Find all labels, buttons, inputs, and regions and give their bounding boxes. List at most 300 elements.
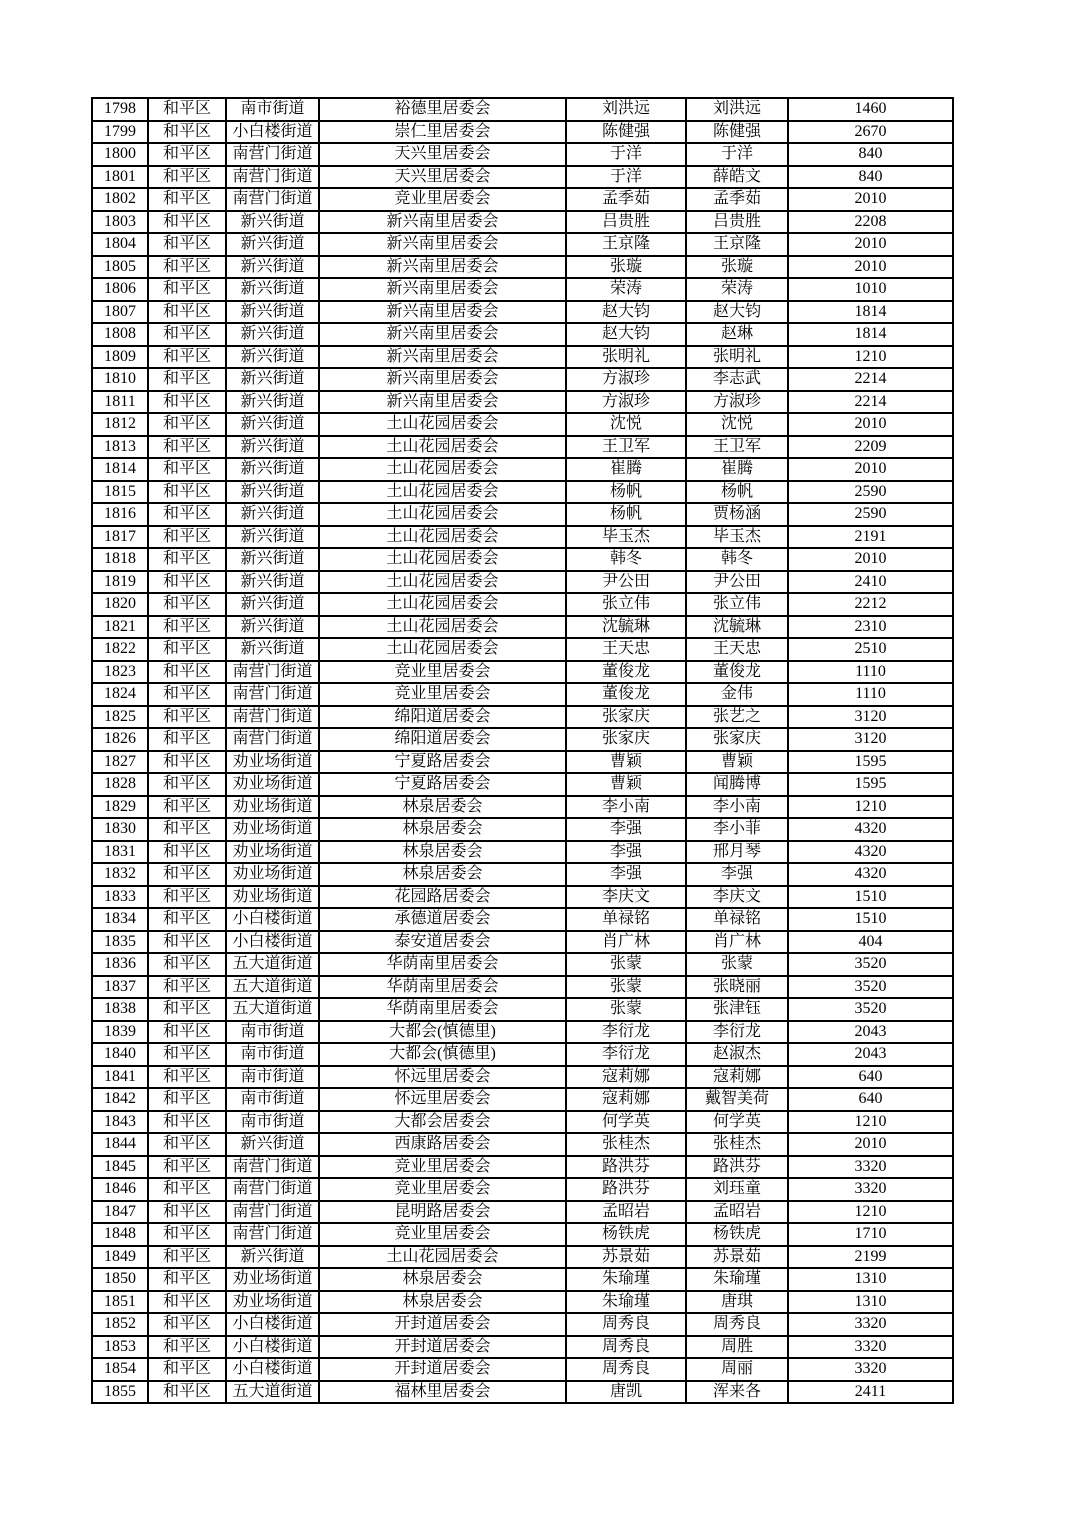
cell-district: 和平区 — [148, 773, 226, 796]
cell-amount: 2199 — [788, 1246, 953, 1269]
table-row — [92, 548, 953, 571]
cell-committee: 天兴里居委会 — [319, 166, 566, 189]
cell-amount: 3120 — [788, 728, 953, 751]
cell-street: 五大道街道 — [226, 953, 319, 976]
cell-committee: 新兴南里居委会 — [319, 323, 566, 346]
cell-name-b: 张蒙 — [686, 953, 788, 976]
cell-district: 和平区 — [148, 233, 226, 256]
cell-street: 劝业场街道 — [226, 773, 319, 796]
table-row — [92, 908, 953, 931]
cell-committee: 竞业里居委会 — [319, 1223, 566, 1246]
cell-street: 新兴街道 — [226, 503, 319, 526]
cell-committee: 土山花园居委会 — [319, 638, 566, 661]
cell-name-b: 张璇 — [686, 256, 788, 279]
cell-amount: 2670 — [788, 121, 953, 144]
cell-serial: 1813 — [92, 436, 148, 459]
table-row — [92, 931, 953, 954]
cell-amount: 1210 — [788, 1201, 953, 1224]
cell-name-a: 刘洪远 — [566, 98, 686, 121]
cell-name-a: 孟昭岩 — [566, 1201, 686, 1224]
cell-district: 和平区 — [148, 1156, 226, 1179]
cell-name-b: 董俊龙 — [686, 661, 788, 684]
table-row — [92, 818, 953, 841]
cell-committee: 宁夏路居委会 — [319, 773, 566, 796]
table-row — [92, 211, 953, 234]
cell-committee: 华荫南里居委会 — [319, 976, 566, 999]
cell-name-a: 杨铁虎 — [566, 1223, 686, 1246]
cell-district: 和平区 — [148, 976, 226, 999]
cell-amount: 1814 — [788, 323, 953, 346]
cell-name-b: 浑来各 — [686, 1381, 788, 1404]
cell-name-b: 孟季茹 — [686, 188, 788, 211]
cell-district: 和平区 — [148, 526, 226, 549]
cell-serial: 1803 — [92, 211, 148, 234]
table-row — [92, 1088, 953, 1111]
cell-street: 新兴街道 — [226, 593, 319, 616]
cell-district: 和平区 — [148, 998, 226, 1021]
table-body — [92, 98, 953, 1403]
cell-district: 和平区 — [148, 683, 226, 706]
cell-committee: 崇仁里居委会 — [319, 121, 566, 144]
cell-serial: 1853 — [92, 1336, 148, 1359]
cell-serial: 1852 — [92, 1313, 148, 1336]
cell-district: 和平区 — [148, 143, 226, 166]
cell-serial: 1809 — [92, 346, 148, 369]
cell-district: 和平区 — [148, 751, 226, 774]
cell-committee: 土山花园居委会 — [319, 616, 566, 639]
table-row — [92, 233, 953, 256]
cell-name-a: 张明礼 — [566, 346, 686, 369]
cell-name-b: 朱瑜瑾 — [686, 1268, 788, 1291]
cell-name-a: 周秀良 — [566, 1336, 686, 1359]
cell-street: 南市街道 — [226, 1066, 319, 1089]
cell-street: 新兴街道 — [226, 278, 319, 301]
cell-name-b: 杨帆 — [686, 481, 788, 504]
cell-name-b: 陈健强 — [686, 121, 788, 144]
cell-district: 和平区 — [148, 661, 226, 684]
cell-street: 南营门街道 — [226, 706, 319, 729]
cell-name-a: 肖广林 — [566, 931, 686, 954]
cell-street: 南营门街道 — [226, 661, 319, 684]
cell-committee: 华荫南里居委会 — [319, 998, 566, 1021]
cell-committee: 土山花园居委会 — [319, 548, 566, 571]
cell-name-a: 张家庆 — [566, 728, 686, 751]
cell-serial: 1807 — [92, 301, 148, 324]
cell-district: 和平区 — [148, 166, 226, 189]
cell-serial: 1825 — [92, 706, 148, 729]
cell-district: 和平区 — [148, 796, 226, 819]
cell-amount: 1814 — [788, 301, 953, 324]
cell-name-b: 张艺之 — [686, 706, 788, 729]
cell-name-b: 赵琳 — [686, 323, 788, 346]
cell-committee: 土山花园居委会 — [319, 1246, 566, 1269]
cell-name-b: 单禄铭 — [686, 908, 788, 931]
cell-amount: 2010 — [788, 1133, 953, 1156]
cell-serial: 1806 — [92, 278, 148, 301]
table-row — [92, 301, 953, 324]
cell-name-a: 王京隆 — [566, 233, 686, 256]
cell-name-a: 李强 — [566, 841, 686, 864]
cell-serial: 1817 — [92, 526, 148, 549]
cell-district: 和平区 — [148, 1021, 226, 1044]
cell-name-a: 方淑珍 — [566, 391, 686, 414]
cell-name-a: 韩冬 — [566, 548, 686, 571]
cell-committee: 土山花园居委会 — [319, 593, 566, 616]
cell-serial: 1837 — [92, 976, 148, 999]
cell-committee: 竞业里居委会 — [319, 188, 566, 211]
cell-district: 和平区 — [148, 1043, 226, 1066]
table-row — [92, 638, 953, 661]
cell-name-a: 王天忠 — [566, 638, 686, 661]
cell-amount: 2510 — [788, 638, 953, 661]
table-row — [92, 526, 953, 549]
cell-serial: 1846 — [92, 1178, 148, 1201]
cell-amount: 4320 — [788, 818, 953, 841]
cell-name-a: 李小南 — [566, 796, 686, 819]
cell-district: 和平区 — [148, 503, 226, 526]
cell-name-b: 肖广林 — [686, 931, 788, 954]
table-row — [92, 166, 953, 189]
table-row — [92, 1268, 953, 1291]
cell-name-a: 朱瑜瑾 — [566, 1291, 686, 1314]
table-row — [92, 1223, 953, 1246]
cell-committee: 绵阳道居委会 — [319, 728, 566, 751]
cell-district: 和平区 — [148, 593, 226, 616]
table-row — [92, 143, 953, 166]
cell-name-b: 荣涛 — [686, 278, 788, 301]
cell-committee: 宁夏路居委会 — [319, 751, 566, 774]
cell-street: 新兴街道 — [226, 256, 319, 279]
cell-street: 新兴街道 — [226, 413, 319, 436]
cell-name-a: 于洋 — [566, 143, 686, 166]
cell-name-a: 曹颖 — [566, 751, 686, 774]
table-row — [92, 1021, 953, 1044]
cell-serial: 1830 — [92, 818, 148, 841]
cell-street: 小白楼街道 — [226, 1313, 319, 1336]
cell-name-a: 王卫军 — [566, 436, 686, 459]
cell-name-a: 李强 — [566, 863, 686, 886]
cell-name-b: 张桂杰 — [686, 1133, 788, 1156]
cell-name-b: 贾杨涵 — [686, 503, 788, 526]
table-row — [92, 863, 953, 886]
cell-name-b: 张立伟 — [686, 593, 788, 616]
cell-street: 小白楼街道 — [226, 1336, 319, 1359]
cell-street: 新兴街道 — [226, 323, 319, 346]
cell-committee: 承德道居委会 — [319, 908, 566, 931]
cell-serial: 1808 — [92, 323, 148, 346]
cell-name-a: 崔腾 — [566, 458, 686, 481]
cell-district: 和平区 — [148, 481, 226, 504]
table-row — [92, 661, 953, 684]
cell-name-a: 沈毓琳 — [566, 616, 686, 639]
cell-district: 和平区 — [148, 863, 226, 886]
cell-name-b: 何学英 — [686, 1111, 788, 1134]
cell-serial: 1836 — [92, 953, 148, 976]
cell-name-b: 金伟 — [686, 683, 788, 706]
cell-street: 新兴街道 — [226, 233, 319, 256]
cell-serial: 1824 — [92, 683, 148, 706]
cell-district: 和平区 — [148, 616, 226, 639]
cell-name-b: 薛皓文 — [686, 166, 788, 189]
cell-name-a: 杨帆 — [566, 503, 686, 526]
cell-committee: 竞业里居委会 — [319, 683, 566, 706]
cell-name-b: 崔腾 — [686, 458, 788, 481]
cell-name-b: 苏景茹 — [686, 1246, 788, 1269]
table-row — [92, 346, 953, 369]
cell-amount: 1010 — [788, 278, 953, 301]
cell-amount: 840 — [788, 166, 953, 189]
cell-name-b: 李志武 — [686, 368, 788, 391]
cell-committee: 新兴南里居委会 — [319, 278, 566, 301]
cell-name-a: 张蒙 — [566, 976, 686, 999]
table-row — [92, 1178, 953, 1201]
cell-serial: 1823 — [92, 661, 148, 684]
cell-name-a: 李强 — [566, 818, 686, 841]
table-row — [92, 593, 953, 616]
cell-amount: 2010 — [788, 413, 953, 436]
cell-district: 和平区 — [148, 436, 226, 459]
cell-committee: 土山花园居委会 — [319, 413, 566, 436]
cell-committee: 新兴南里居委会 — [319, 256, 566, 279]
table-row — [92, 976, 953, 999]
cell-district: 和平区 — [148, 1223, 226, 1246]
cell-serial: 1831 — [92, 841, 148, 864]
table-row — [92, 953, 953, 976]
cell-serial: 1811 — [92, 391, 148, 414]
cell-committee: 西康路居委会 — [319, 1133, 566, 1156]
cell-name-a: 寇莉娜 — [566, 1066, 686, 1089]
cell-name-b: 戴智美荷 — [686, 1088, 788, 1111]
cell-name-a: 李庆文 — [566, 886, 686, 909]
cell-name-a: 李衍龙 — [566, 1043, 686, 1066]
cell-name-a: 路洪芬 — [566, 1156, 686, 1179]
cell-amount: 1210 — [788, 796, 953, 819]
cell-street: 新兴街道 — [226, 368, 319, 391]
cell-amount: 2212 — [788, 593, 953, 616]
cell-amount: 404 — [788, 931, 953, 954]
cell-committee: 竞业里居委会 — [319, 1178, 566, 1201]
cell-district: 和平区 — [148, 1066, 226, 1089]
cell-district: 和平区 — [148, 413, 226, 436]
cell-amount: 3120 — [788, 706, 953, 729]
cell-amount: 1310 — [788, 1268, 953, 1291]
cell-amount: 2214 — [788, 368, 953, 391]
cell-committee: 新兴南里居委会 — [319, 346, 566, 369]
cell-district: 和平区 — [148, 886, 226, 909]
cell-district: 和平区 — [148, 706, 226, 729]
cell-street: 劝业场街道 — [226, 863, 319, 886]
cell-street: 南营门街道 — [226, 683, 319, 706]
cell-amount: 3520 — [788, 998, 953, 1021]
cell-name-b: 寇莉娜 — [686, 1066, 788, 1089]
cell-name-a: 吕贵胜 — [566, 211, 686, 234]
cell-street: 新兴街道 — [226, 548, 319, 571]
cell-name-a: 寇莉娜 — [566, 1088, 686, 1111]
cell-name-a: 单禄铭 — [566, 908, 686, 931]
cell-serial: 1851 — [92, 1291, 148, 1314]
cell-street: 新兴街道 — [226, 301, 319, 324]
cell-amount: 2010 — [788, 188, 953, 211]
cell-amount: 2411 — [788, 1381, 953, 1404]
cell-serial: 1826 — [92, 728, 148, 751]
cell-name-a: 周秀良 — [566, 1358, 686, 1381]
cell-name-a: 张蒙 — [566, 998, 686, 1021]
cell-district: 和平区 — [148, 1268, 226, 1291]
cell-amount: 2208 — [788, 211, 953, 234]
table-row — [92, 323, 953, 346]
cell-committee: 开封道居委会 — [319, 1336, 566, 1359]
cell-street: 南营门街道 — [226, 143, 319, 166]
cell-district: 和平区 — [148, 1313, 226, 1336]
table-row — [92, 1111, 953, 1134]
table-row — [92, 1336, 953, 1359]
cell-name-b: 周胜 — [686, 1336, 788, 1359]
cell-amount: 2214 — [788, 391, 953, 414]
cell-district: 和平区 — [148, 1088, 226, 1111]
cell-serial: 1820 — [92, 593, 148, 616]
cell-name-b: 李强 — [686, 863, 788, 886]
cell-street: 小白楼街道 — [226, 121, 319, 144]
cell-committee: 土山花园居委会 — [319, 436, 566, 459]
cell-name-b: 赵大钧 — [686, 301, 788, 324]
cell-street: 新兴街道 — [226, 616, 319, 639]
cell-name-b: 毕玉杰 — [686, 526, 788, 549]
cell-amount: 1110 — [788, 661, 953, 684]
cell-street: 劝业场街道 — [226, 841, 319, 864]
cell-name-b: 沈悦 — [686, 413, 788, 436]
table-row — [92, 1313, 953, 1336]
cell-committee: 竞业里居委会 — [319, 1156, 566, 1179]
cell-committee: 林泉居委会 — [319, 863, 566, 886]
cell-amount: 4320 — [788, 863, 953, 886]
cell-district: 和平区 — [148, 1111, 226, 1134]
cell-amount: 2010 — [788, 548, 953, 571]
cell-street: 小白楼街道 — [226, 931, 319, 954]
cell-street: 劝业场街道 — [226, 796, 319, 819]
cell-serial: 1801 — [92, 166, 148, 189]
cell-district: 和平区 — [148, 1201, 226, 1224]
cell-name-b: 张津钰 — [686, 998, 788, 1021]
cell-amount: 640 — [788, 1066, 953, 1089]
cell-name-a: 张立伟 — [566, 593, 686, 616]
cell-committee: 林泉居委会 — [319, 1268, 566, 1291]
cell-committee: 土山花园居委会 — [319, 458, 566, 481]
cell-serial: 1839 — [92, 1021, 148, 1044]
cell-name-a: 赵大钧 — [566, 301, 686, 324]
cell-name-b: 王京隆 — [686, 233, 788, 256]
cell-street: 南营门街道 — [226, 1178, 319, 1201]
table-row — [92, 886, 953, 909]
cell-committee: 林泉居委会 — [319, 841, 566, 864]
cell-amount: 2191 — [788, 526, 953, 549]
cell-serial: 1819 — [92, 571, 148, 594]
cell-district: 和平区 — [148, 121, 226, 144]
cell-amount: 1595 — [788, 773, 953, 796]
cell-committee: 华荫南里居委会 — [319, 953, 566, 976]
cell-committee: 大都会(慎德里) — [319, 1021, 566, 1044]
cell-serial: 1828 — [92, 773, 148, 796]
cell-name-a: 尹公田 — [566, 571, 686, 594]
cell-street: 劝业场街道 — [226, 886, 319, 909]
cell-street: 新兴街道 — [226, 346, 319, 369]
table-row — [92, 998, 953, 1021]
cell-street: 南市街道 — [226, 1021, 319, 1044]
cell-district: 和平区 — [148, 301, 226, 324]
cell-amount: 3320 — [788, 1358, 953, 1381]
cell-amount: 3520 — [788, 953, 953, 976]
table-row — [92, 1133, 953, 1156]
cell-street: 南营门街道 — [226, 1223, 319, 1246]
table-row — [92, 751, 953, 774]
table-row — [92, 728, 953, 751]
table-row — [92, 1246, 953, 1269]
cell-amount: 2043 — [788, 1043, 953, 1066]
cell-name-b: 曹颖 — [686, 751, 788, 774]
cell-street: 五大道街道 — [226, 1381, 319, 1404]
cell-street: 南营门街道 — [226, 728, 319, 751]
cell-district: 和平区 — [148, 818, 226, 841]
cell-name-a: 唐凯 — [566, 1381, 686, 1404]
cell-amount: 1460 — [788, 98, 953, 121]
cell-name-b: 赵淑杰 — [686, 1043, 788, 1066]
cell-committee: 绵阳道居委会 — [319, 706, 566, 729]
cell-street: 新兴街道 — [226, 458, 319, 481]
cell-name-b: 吕贵胜 — [686, 211, 788, 234]
cell-name-a: 曹颖 — [566, 773, 686, 796]
cell-serial: 1799 — [92, 121, 148, 144]
cell-serial: 1849 — [92, 1246, 148, 1269]
cell-serial: 1818 — [92, 548, 148, 571]
cell-committee: 开封道居委会 — [319, 1313, 566, 1336]
cell-name-b: 闻腾博 — [686, 773, 788, 796]
cell-committee: 花园路居委会 — [319, 886, 566, 909]
table-row — [92, 1291, 953, 1314]
table-row — [92, 391, 953, 414]
cell-district: 和平区 — [148, 953, 226, 976]
cell-amount: 2010 — [788, 233, 953, 256]
cell-committee: 新兴南里居委会 — [319, 211, 566, 234]
table-row — [92, 706, 953, 729]
table-row — [92, 616, 953, 639]
cell-street: 小白楼街道 — [226, 908, 319, 931]
cell-name-b: 张明礼 — [686, 346, 788, 369]
cell-name-b: 沈毓琳 — [686, 616, 788, 639]
cell-committee: 土山花园居委会 — [319, 481, 566, 504]
cell-name-a: 赵大钧 — [566, 323, 686, 346]
cell-amount: 2010 — [788, 256, 953, 279]
cell-serial: 1843 — [92, 1111, 148, 1134]
cell-amount: 840 — [788, 143, 953, 166]
cell-district: 和平区 — [148, 368, 226, 391]
cell-amount: 1510 — [788, 908, 953, 931]
cell-name-a: 杨帆 — [566, 481, 686, 504]
cell-name-a: 方淑珍 — [566, 368, 686, 391]
cell-name-b: 孟昭岩 — [686, 1201, 788, 1224]
cell-street: 南市街道 — [226, 1088, 319, 1111]
cell-name-a: 张家庆 — [566, 706, 686, 729]
cell-district: 和平区 — [148, 278, 226, 301]
cell-street: 五大道街道 — [226, 998, 319, 1021]
cell-amount: 1310 — [788, 1291, 953, 1314]
cell-name-a: 周秀良 — [566, 1313, 686, 1336]
cell-amount: 1710 — [788, 1223, 953, 1246]
cell-amount: 2209 — [788, 436, 953, 459]
cell-committee: 昆明路居委会 — [319, 1201, 566, 1224]
cell-street: 新兴街道 — [226, 1246, 319, 1269]
table-row — [92, 481, 953, 504]
cell-serial: 1854 — [92, 1358, 148, 1381]
cell-district: 和平区 — [148, 256, 226, 279]
